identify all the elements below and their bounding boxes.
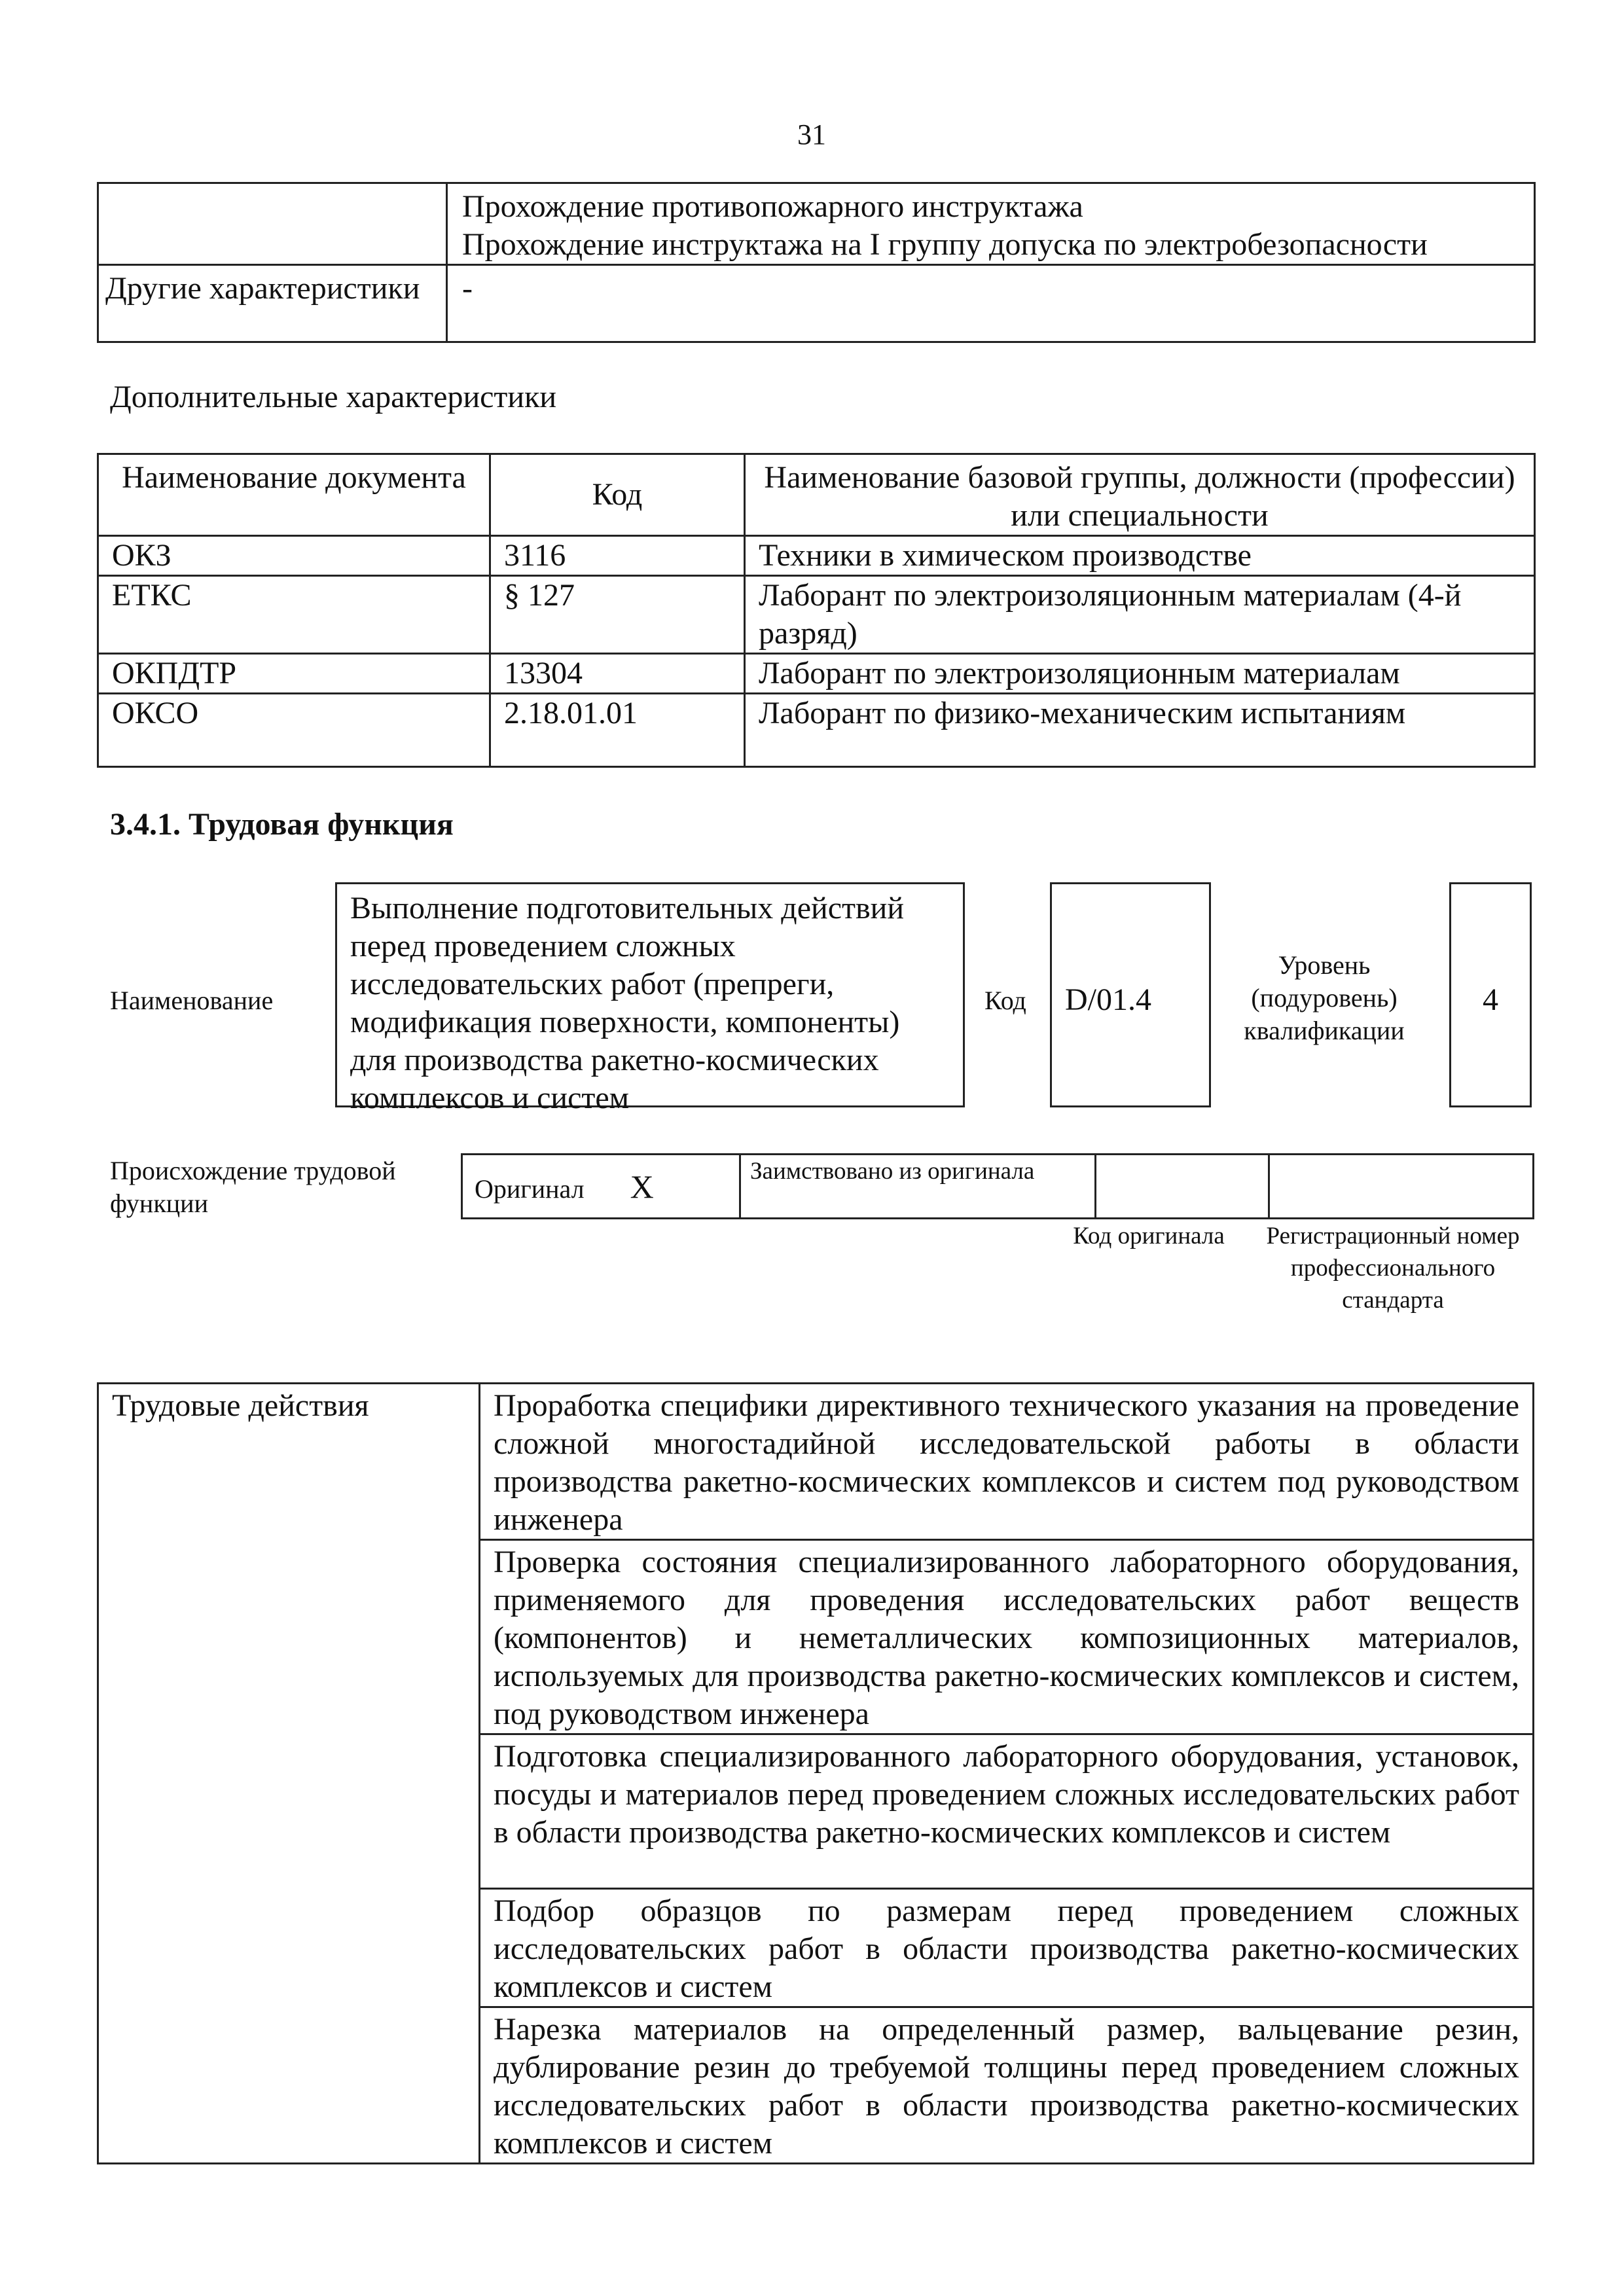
code-cell: 2.18.01.01 xyxy=(490,694,745,767)
table-row xyxy=(98,1384,1534,1540)
code-cell: 13304 xyxy=(490,654,745,694)
level-label: Уровень (подуровень) квалификации xyxy=(1244,950,1405,1045)
table-row xyxy=(98,183,1535,265)
section-heading: 3.4.1. Трудовая функция xyxy=(110,807,454,842)
table-row xyxy=(462,1155,1534,1219)
doc-cell: ОКПДТР xyxy=(98,654,490,694)
code-cell: 3116 xyxy=(490,536,745,576)
labor-action-item: Проверка состояния специализированного лабораторного оборудования, применяемого для проведения исследовательских работ веществ (компонентов) и неметаллических композиционных материалов, используемых для производства ракетно-космических комплексов и систем, под руководством инженера xyxy=(480,1540,1534,1734)
name-cell: Лаборант по электроизоляционным материалам xyxy=(745,654,1535,694)
reg-number-caption: Регистрационный номер профессионального стандарта xyxy=(1266,1223,1520,1314)
doc-cell: ЕТКС xyxy=(98,576,490,654)
function-name-value: Выполнение подготовительных действий перед проведением сложных исследовательских работ (препреги, модификация поверхности, компоненты) для производства ракетно-космических комплексов и систем xyxy=(350,891,905,1115)
labor-actions-label: Трудовые действия xyxy=(98,1384,480,2164)
header-document: Наименование документа xyxy=(98,454,490,536)
reg-number-cell xyxy=(1269,1155,1534,1219)
table-row xyxy=(98,265,1535,342)
other-characteristics-label: Другие характеристики xyxy=(98,265,447,342)
other-characteristics-value: - xyxy=(447,265,1535,342)
code-original-cell xyxy=(1096,1155,1269,1219)
additional-characteristics-table xyxy=(97,453,1536,768)
labor-action-item: Подбор образцов по размерам перед проведением сложных исследовательских работ в области производства ракетно-космических комплексов и систем xyxy=(480,1889,1534,2007)
function-name-label: Наименование xyxy=(110,986,274,1015)
requirement-line: Прохождение противопожарного инструктажа xyxy=(462,189,1083,224)
requirements-cell xyxy=(447,183,1535,265)
name-cell: Лаборант по физико-механическим испытаниям xyxy=(745,694,1535,767)
labor-actions-table xyxy=(97,1382,1534,2164)
code-cell: § 127 xyxy=(490,576,745,654)
origin-label: Происхождение трудовой функции xyxy=(110,1156,396,1218)
top-characteristics-table xyxy=(97,182,1536,343)
name-cell: Техники в химическом производстве xyxy=(745,536,1535,576)
level-value: 4 xyxy=(1483,982,1498,1017)
code-original-caption: Код оригинала xyxy=(1073,1223,1225,1249)
header-base-group: Наименование базовой группы, должности (профессии) или специальности xyxy=(745,454,1535,536)
doc-cell: ОКСО xyxy=(98,694,490,767)
requirement-line: Прохождение инструктажа на I группу допуска по электробезопасности xyxy=(462,227,1428,262)
doc-cell: ОКЗ xyxy=(98,536,490,576)
origin-table xyxy=(461,1153,1534,1219)
table-row xyxy=(98,654,1535,694)
code-box xyxy=(1050,882,1211,1107)
name-cell: Лаборант по электроизоляционным материалам (4-й разряд) xyxy=(745,576,1535,654)
original-label: Оригинал xyxy=(475,1174,585,1204)
labor-action-item: Подготовка специализированного лабораторного оборудования, установок, посуды и материалов перед проведением сложных исследовательских работ в области производства ракетно-космических комплексов и систем xyxy=(480,1734,1534,1889)
labor-action-item: Проработка специфики директивного технического указания на проведение сложной многостадийной исследовательской работы в области производства ракетно-космических комплексов и систем под руководством инженера xyxy=(480,1384,1534,1540)
borrowed-label: Заимствовано из оригинала xyxy=(740,1155,1096,1219)
row-label xyxy=(98,183,447,265)
additional-characteristics-heading: Дополнительные характеристики xyxy=(110,380,557,414)
header-code: Код xyxy=(490,454,745,536)
table-row xyxy=(98,576,1535,654)
labor-action-item: Нарезка материалов на определенный размер, вальцевание резин, дублирование резин до требуемой толщины перед проведением сложных исследовательских работ в области производства ракетно-космических комплексов и систем xyxy=(480,2007,1534,2164)
table-row xyxy=(98,536,1535,576)
function-name-box xyxy=(335,882,965,1115)
page-number: 31 xyxy=(797,118,826,151)
table-row xyxy=(98,694,1535,767)
table-header-row xyxy=(98,454,1535,536)
level-box xyxy=(1449,882,1532,1107)
original-cell xyxy=(462,1155,740,1219)
code-value: D/01.4 xyxy=(1065,982,1151,1017)
code-label: Код xyxy=(984,986,1026,1015)
original-mark: X xyxy=(630,1168,654,1205)
